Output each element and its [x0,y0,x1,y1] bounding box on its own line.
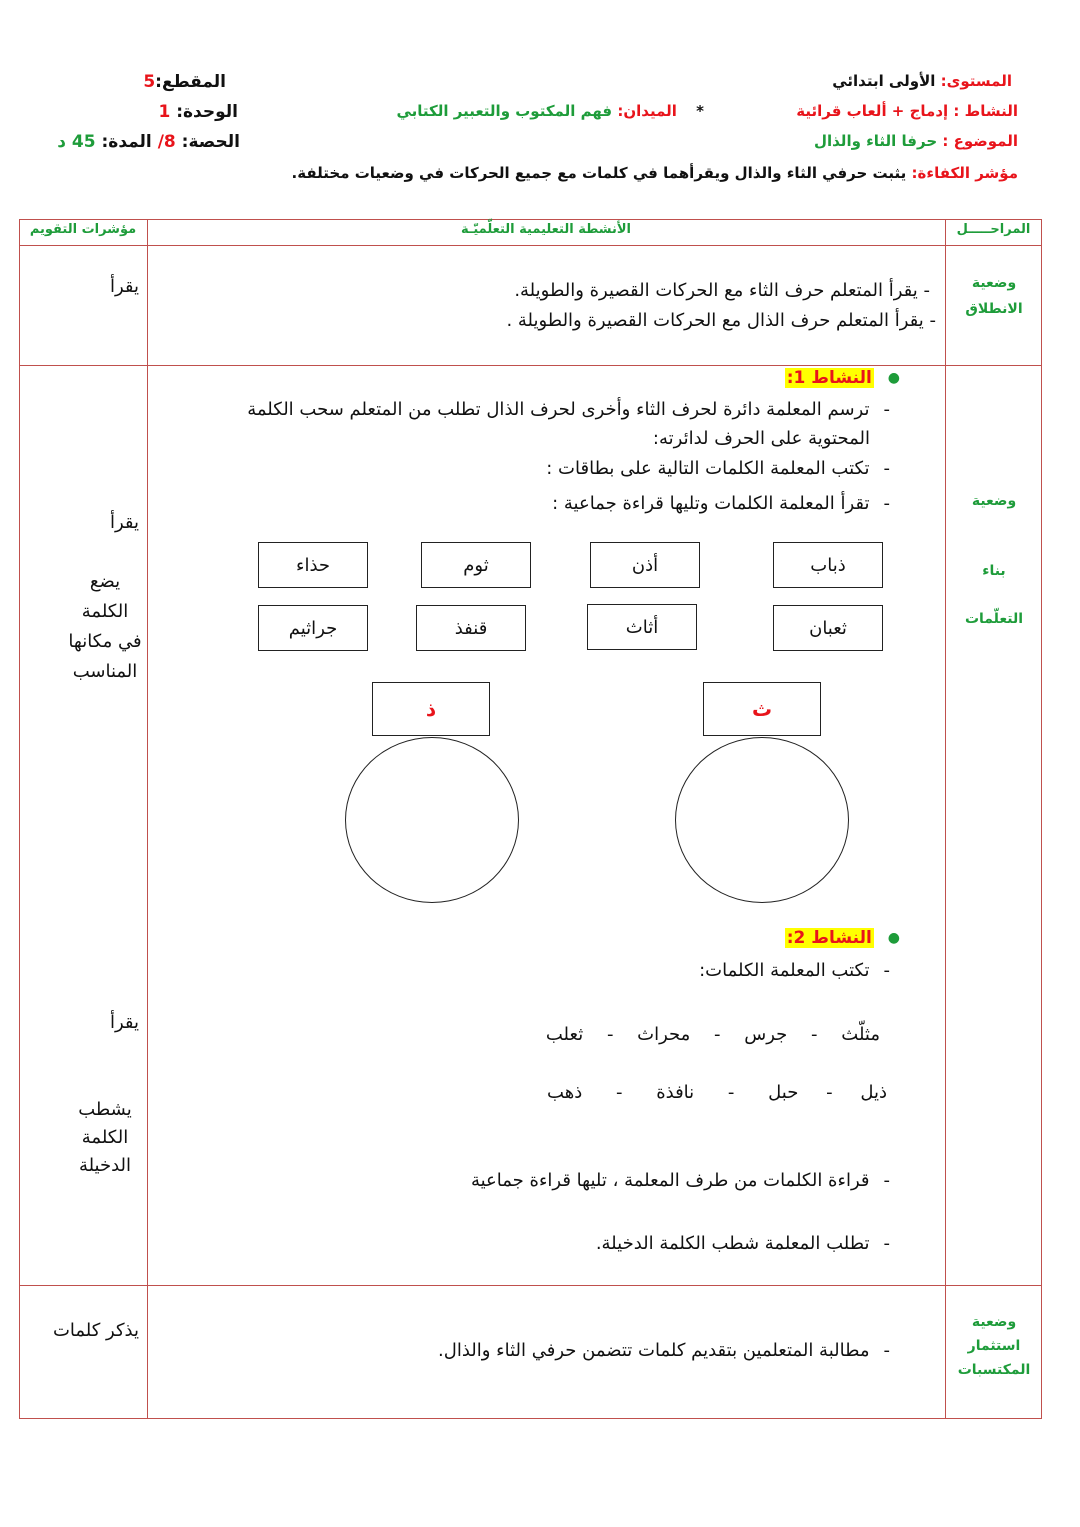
stage-build-b: بناء [982,563,1006,579]
word-card[interactable]: حذاء [258,542,368,588]
stage-invest-c: المكتسبات [957,1362,1031,1378]
unit-value: 1 [158,102,171,122]
eval-mentions-words-text: يذكر كلمات [52,1320,139,1341]
word-card[interactable]: أثاث [587,604,697,650]
letter-dhal-box: ذ [372,682,490,736]
unit-label: الوحدة: [176,102,238,122]
activity1-line-4: -تقرأ المعلمة الكلمات وتليها قراءة جماعية : [552,493,890,514]
activity-value: إدماج + ألعاب قرائية [796,102,949,120]
activity1-line-1-text: ترسم المعلمة دائرة لحرف الثاء وأخرى لحرف الذال تطلب من المتعلم سحب الكلمة [247,399,870,420]
topic-row [814,132,1018,150]
stage-start: وضعية الانطلاق [965,275,1023,317]
activity1-title: النشاط 1: [786,368,872,388]
header-activities: الأنشطة التعليمية التعلّميّـة [461,222,631,237]
eval-places-word [50,567,160,687]
word: محراث [637,1024,691,1045]
invest-line-text: مطالبة المتعلمين بتقديم كلمات تتضمن حرفي الثاء والذال. [438,1340,870,1361]
start-line-1: - يقرأ المتعلم حرف الثاء مع الحركات القصيرة والطويلة. [514,280,930,301]
competence-value: يثبت حرفي الثاء والذال ويقرأهما في كلمات مع جميع الحركات في وضعيات مختلفة. [291,164,907,182]
stage-invest [950,1310,1038,1382]
session-row [57,132,240,152]
word: ذهب [547,1082,583,1103]
word-card[interactable]: ذباب [773,542,883,588]
row-divider [19,365,1042,366]
duration-value: 45 د [57,132,96,152]
activity2-line-2-text: تطلب المعلمة شطب الكلمة الدخيلة. [595,1233,870,1254]
eval-reads-2-text: يقرأ [109,512,139,533]
drop-circle-dhal[interactable] [345,737,519,903]
eval-line: يشطب [78,1099,132,1120]
word: حبل [768,1082,799,1103]
activity2-intro: -تكتب المعلمة الكلمات: [699,960,890,981]
session-label: الحصة: [181,132,240,152]
letter-tha-box: ث [703,682,821,736]
activity2-intro-text: تكتب المعلمة الكلمات: [699,960,870,981]
level-label: المستوى: [940,72,1012,90]
bullet-icon: ● [887,370,900,386]
stage-build-c: التعلّمات [964,611,1024,627]
word-card[interactable]: قنفذ [416,605,526,651]
word: ثعلب [545,1024,584,1045]
activity1-line-3-text: تكتب المعلمة الكلمات التالية على بطاقات : [546,458,870,479]
start-line-2: - يقرأ المتعلم حرف الذال مع الحركات القصيرة والطويلة . [506,310,936,331]
eval-line: الدخيلة [78,1155,132,1176]
activity2-line-1: -قراءة الكلمات من طرف المعلمة ، تليها قراءة جماعية [470,1170,890,1191]
row-divider [19,245,1042,246]
activity1-line-3: -تكتب المعلمة الكلمات التالية على بطاقات : [546,458,890,479]
segment-row [143,72,226,92]
header-stages: المراحـــــل [956,222,1031,237]
word-list-2: ذيل - حبل - نافذة - ذهب [547,1082,887,1103]
activity2-line-1-text: قراءة الكلمات من طرف المعلمة ، تليها قراءة جماعية [470,1170,870,1191]
eval-reads-3-text: يقرأ [109,1012,139,1033]
eval-line: يضع [89,571,121,592]
eval-line: الكلمة [81,601,129,622]
word-card[interactable]: ثعبان [773,605,883,651]
competence-label: مؤشر الكفاءة: [911,164,1018,182]
competence-row [292,164,1018,182]
word-list-1: مثلّث - جرس - محراث - ثعلب [545,1024,880,1045]
word-card[interactable]: جراثيم [258,605,368,651]
header-evaluation: مؤشرات التقويم [29,222,137,237]
field-label: الميدان: [617,102,677,120]
activity2-line-2: -تطلب المعلمة شطب الكلمة الدخيلة. [595,1233,890,1254]
session-value: 8/ [157,132,176,152]
stage-invest-a: وضعية [971,1314,1017,1330]
stage-invest-b: استثمار [967,1338,1021,1354]
activity-row [796,102,1018,120]
stage-build-a: وضعية [971,493,1017,509]
eval-strike-word [50,1096,160,1180]
field-star: * [696,102,704,120]
activity1-line-1: -ترسم المعلمة دائرة لحرف الثاء وأخرى لحرف الذال تطلب من المتعلم سحب الكلمة [247,399,890,420]
field-value: فهم المكتوب والتعبير الكتابي [396,102,613,120]
segment-value: 5 [143,72,156,92]
column-divider [147,219,148,1419]
drop-circle-tha[interactable] [675,737,849,903]
eval-reads-1-text: يقرأ [109,276,139,297]
level-value: الأولى ابتدائي [832,72,936,90]
activity1-line-2: المحتوية على الحرف لدائرته: [652,428,870,449]
field-row [396,102,704,120]
segment-label: المقطع: [155,72,226,92]
column-divider [945,219,946,1419]
topic-value: حرفا الثاء والذال [813,132,938,150]
duration-label: المدة: [101,132,152,152]
word: مثلّث [841,1024,880,1045]
eval-line: في مكانها [68,631,142,652]
word: نافذة [656,1082,695,1103]
activity-label: النشاط : [953,102,1018,120]
word: جرس [744,1024,788,1045]
unit-row [158,102,238,122]
activity1-heading [785,368,900,388]
activity2-heading [785,928,900,948]
bullet-icon: ● [887,930,900,946]
level-row [832,72,1012,90]
word: ذيل [860,1082,887,1103]
invest-line: -مطالبة المتعلمين بتقديم كلمات تتضمن حرفي الثاء والذال. [438,1340,890,1361]
word-card[interactable]: أذن [590,542,700,588]
stage-build [950,490,1038,630]
topic-label: الموضوع : [942,132,1018,150]
word-card[interactable]: ثوم [421,542,531,588]
eval-line: المناسب [72,661,138,682]
row-divider [19,1285,1042,1286]
eval-line: الكلمة [81,1127,129,1148]
activity2-title: النشاط 2: [786,928,872,948]
activity1-line-4-text: تقرأ المعلمة الكلمات وتليها قراءة جماعية : [552,493,870,514]
